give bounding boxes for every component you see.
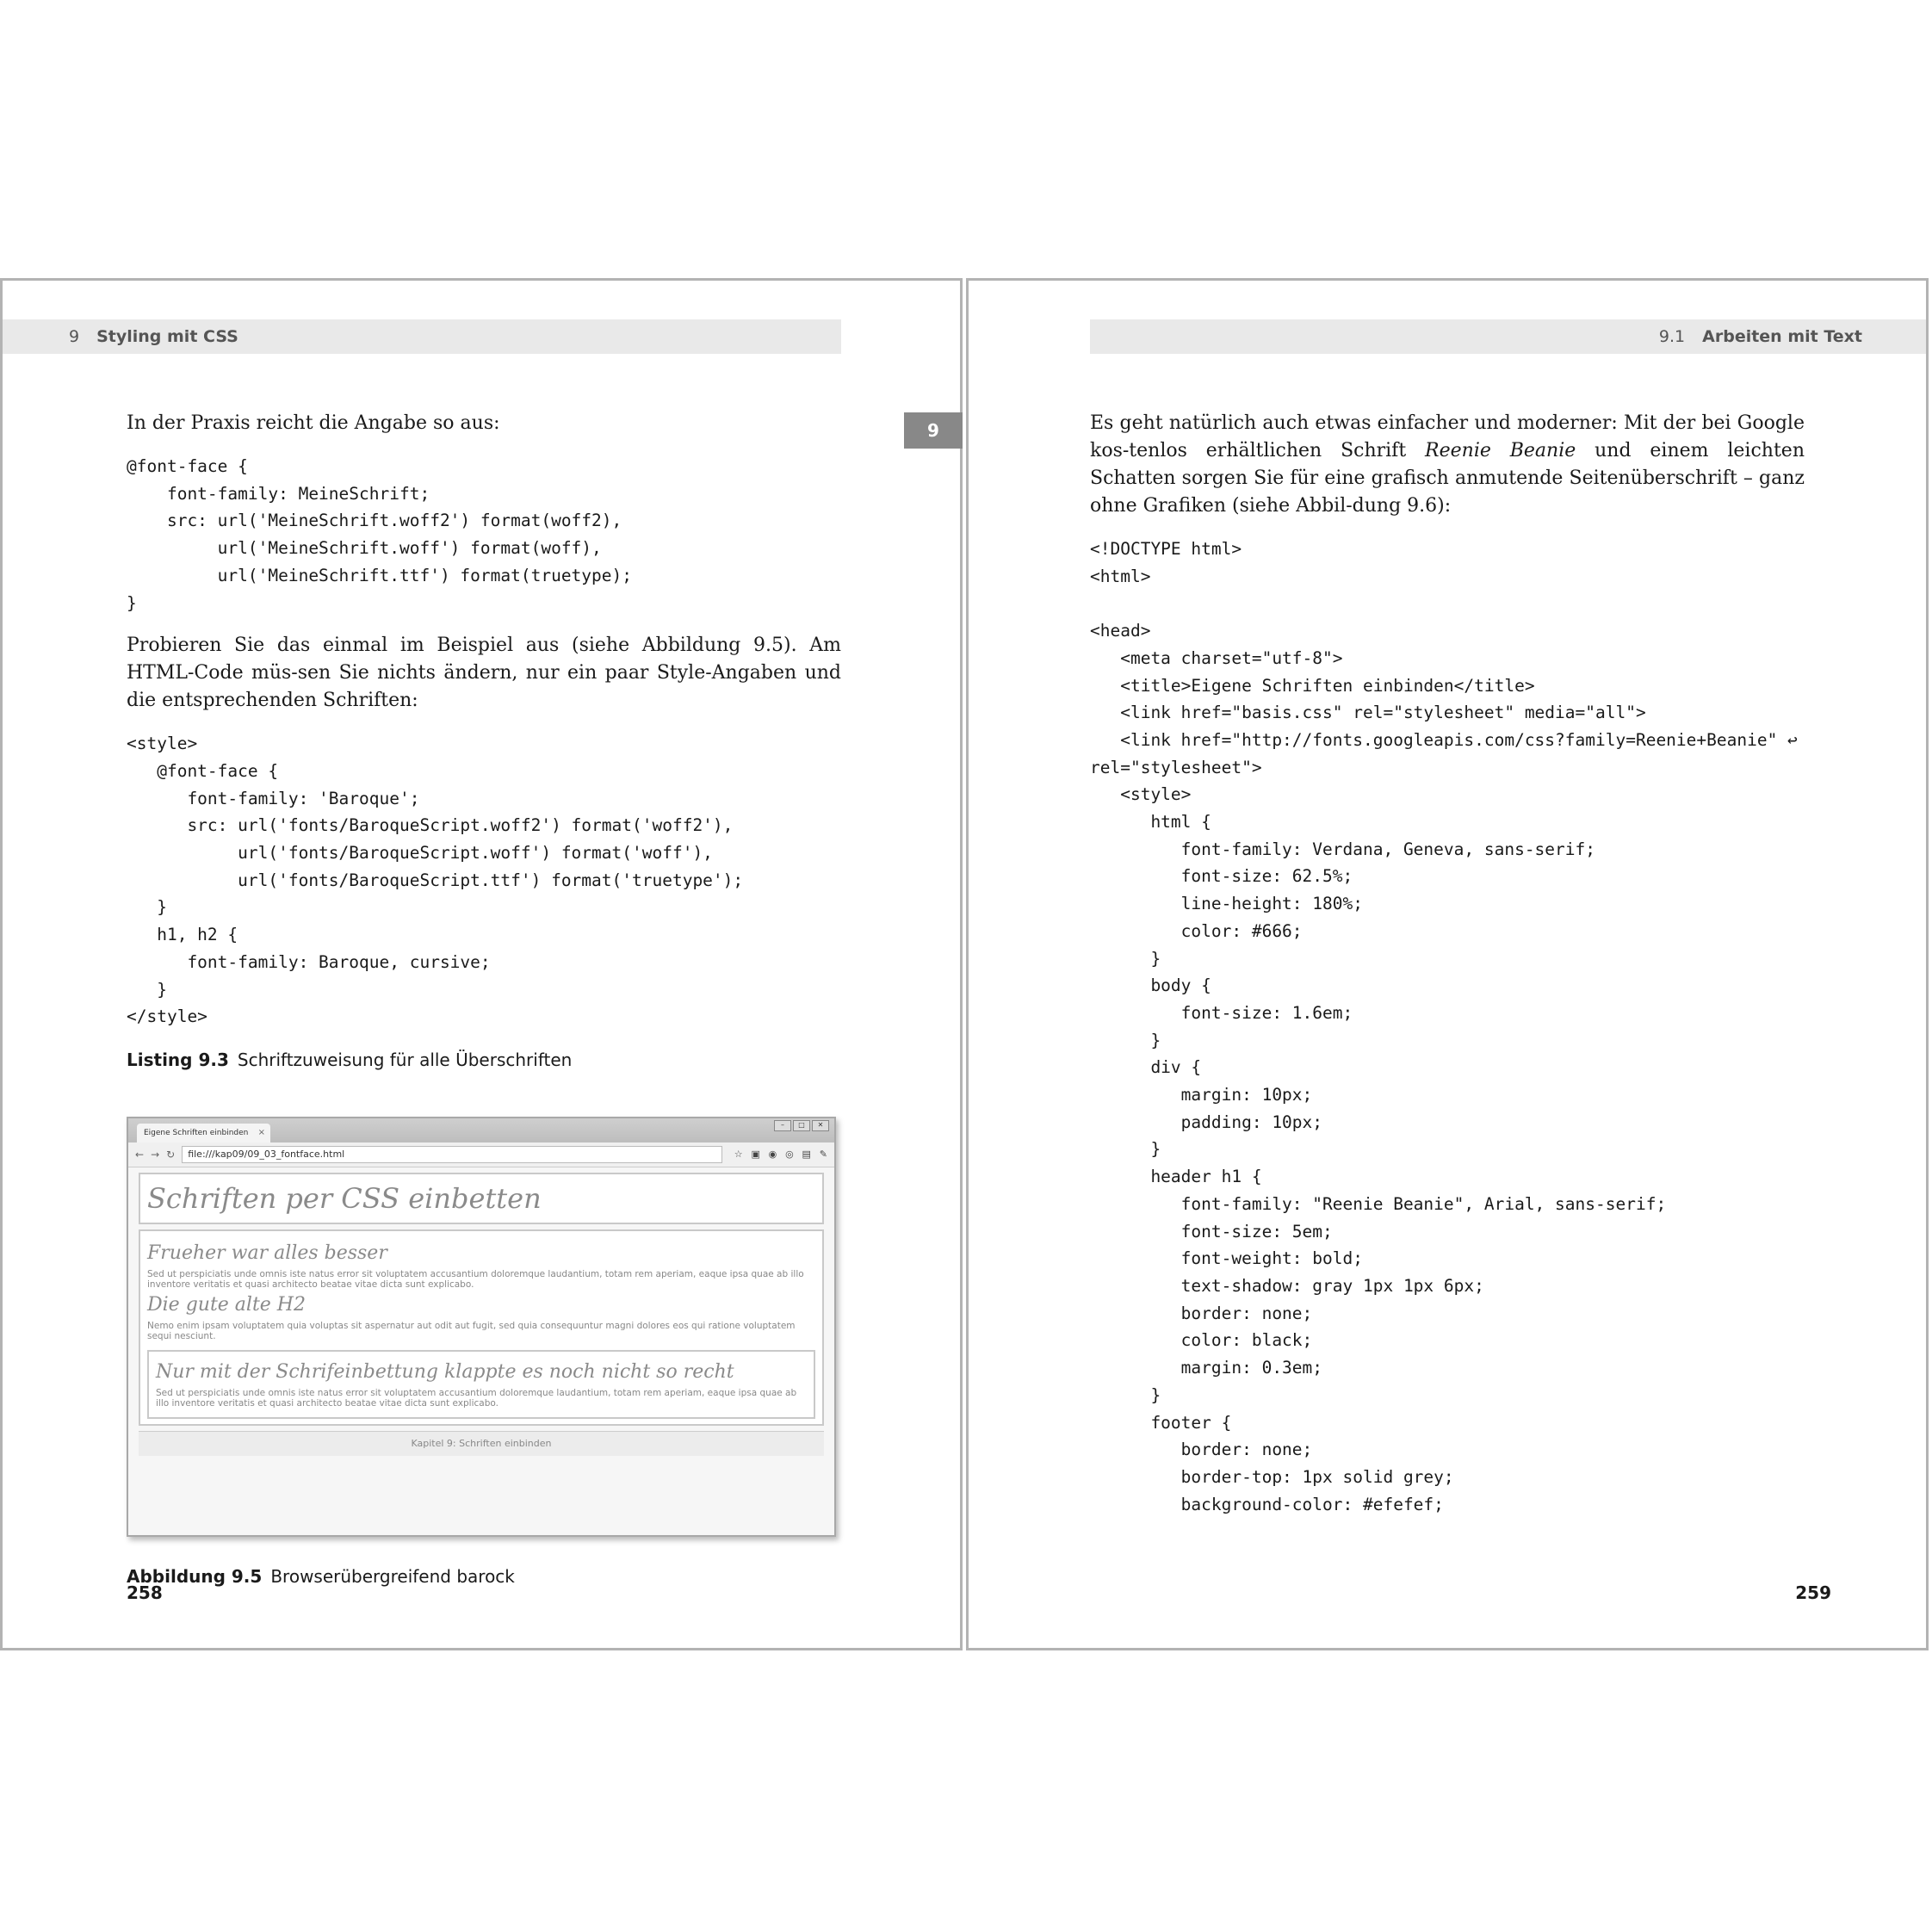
extension-icon: ▣ (751, 1149, 760, 1161)
address-bar (182, 1146, 722, 1163)
listing-text: Schriftzuweisung für alle Überschriften (237, 1049, 573, 1070)
section-number: 9.1 (1658, 327, 1686, 346)
chapter-number: 9 (69, 327, 80, 346)
listing-caption (127, 1046, 841, 1074)
running-head-left (3, 319, 841, 354)
close-icon: ✕ (812, 1120, 829, 1131)
paragraph: Probieren Sie das einmal im Beispiel aus (siehe Abbildung 9.5). Am HTML-Code müs-sen Sie nichts ändern, nur ein paar Style-Angaben und die entsprechenden Schriften: (127, 635, 841, 712)
demo-footer (139, 1431, 824, 1456)
toolbar-icons (729, 1140, 827, 1168)
font-name: Reenie Beanie (1425, 440, 1576, 461)
page-number-right: 259 (1795, 1582, 1831, 1603)
left-page (0, 278, 963, 1650)
chapter-thumb-tab: 9 (904, 412, 963, 449)
header-box (139, 1173, 824, 1224)
window-controls (772, 1120, 829, 1131)
figure-text: Browserübergreifend barock (270, 1565, 515, 1587)
tab-title: Eigene Schriften einbinden (144, 1128, 249, 1137)
wrench-icon: ✎ (819, 1149, 827, 1161)
demo-paragraph: Sed ut perspiciatis unde omnis iste natus error sit voluptatem accusantium doloremque laudantium, totam rem aperiam, eaque ipsa quae ab illo inventore veritatis et quasi architecto beatae vitae dicta sunt explicabo. (147, 1268, 804, 1290)
maximize-icon: □ (793, 1120, 810, 1131)
paragraph-text: Es geht natürlich auch etwas einfacher und moderner: Mit der bei Google kos-tenlos erhältlichen Schrift (1090, 412, 1805, 461)
demo-h2: Nur mit der Schrifeinbettung klappte es noch nicht so recht (156, 1360, 734, 1383)
page-number-left: 258 (127, 1582, 163, 1603)
paragraph-text: und einem leichten Schatten sorgen Sie für eine grafisch anmutende Seitenüberschrift – ganz ohne Grafiken (siehe Abbil-dung 9.6): (1090, 440, 1805, 517)
listing-label: Listing 9.3 (127, 1049, 229, 1070)
demo-paragraph: Nemo enim ipsam voluptatem quia voluptas sit aspernatur aut odit aut fugit, sed quia consequuntur magni dolores eos qui ratione voluptatem sequi nesciunt. (147, 1320, 796, 1341)
inner-box (147, 1350, 815, 1419)
extension-icon: ◎ (785, 1149, 794, 1161)
browser-viewport (128, 1167, 834, 1461)
forward-icon: → (151, 1148, 160, 1161)
demo-h2: Die gute alte H2 (147, 1293, 306, 1316)
paragraph (1090, 410, 1805, 520)
back-icon: ← (135, 1148, 145, 1161)
right-page-content (1090, 410, 1805, 1533)
main-box (139, 1229, 824, 1426)
extension-icon: ◉ (768, 1149, 777, 1161)
code-listing: <style> @font-face { font-family: 'Baroque'; src: url('fonts/BaroqueScript.woff2') format('woff2'), url('fonts/BaroqueScript.woff') format('woff'), url('fonts/BaroqueScript.ttf') format('truetype'); } h1, h2 { font-family: Baroque, cursive; } </style> (127, 734, 744, 1027)
section-title: Arbeiten mit Text (1702, 327, 1862, 346)
chapter-title: Styling mit CSS (96, 327, 238, 346)
browser-screenshot-figure (127, 1117, 836, 1537)
minimize-icon: – (774, 1120, 791, 1131)
demo-paragraph: Sed ut perspiciatis unde omnis iste natus error sit voluptatem accusantium doloremque laudantium, totam rem aperiam, eaque ipsa quae ab illo inventore veritatis et quasi architecto beatae vitae dicta sunt explicabo. (156, 1387, 797, 1409)
extension-icon: ▤ (802, 1149, 811, 1161)
address-text: file:///kap09/09_03_fontface.html (188, 1148, 345, 1160)
figure-caption (127, 1563, 841, 1590)
code-listing: <!DOCTYPE html> <html> <head> <meta charset="utf-8"> <title>Eigene Schriften einbinden</title> <link href="basis.css" rel="stylesheet" media="all"> <link href="http://fonts.googleapis.com/css?family=Reenie+Beanie" ↩ rel="stylesheet"> <style> html { font-family: Verdana, Geneva, sans-serif; font-size: 62.5%; line-height: 180%; color: #666; } body { font-size: 1.6em; } div { margin: 10px; padding: 10px; } header h1 { font-family: "Reenie Beanie", Arial, sans-serif; font-size: 5em; font-weight: bold; text-shadow: gray 1px 1px 6px; border: none; color: black; margin: 0.3em; } footer { border: none; border-top: 1px solid grey; background-color: #efefef; (1090, 539, 1798, 1514)
star-icon: ☆ (734, 1149, 743, 1161)
reload-icon: ↻ (166, 1148, 176, 1161)
paragraph: In der Praxis reicht die Angabe so aus: (127, 412, 500, 434)
figure-label: Abbildung 9.5 (127, 1565, 263, 1587)
demo-h1: Schriften per CSS einbetten (147, 1181, 542, 1215)
left-page-content (127, 410, 841, 1633)
demo-footer-text: Kapitel 9: Schriften einbinden (411, 1437, 552, 1449)
browser-tab (137, 1124, 270, 1142)
right-page (966, 278, 1929, 1650)
tab-close-icon: × (257, 1127, 265, 1137)
window-titlebar (128, 1118, 834, 1142)
running-head-right (1090, 319, 1929, 354)
code-listing: @font-face { font-family: MeineSchrift; src: url('MeineSchrift.woff2') format(woff2), url('MeineSchrift.woff') format(woff), url('MeineSchrift.ttf') format(truetype); } (127, 456, 632, 613)
demo-h2: Frueher war alles besser (147, 1242, 387, 1264)
